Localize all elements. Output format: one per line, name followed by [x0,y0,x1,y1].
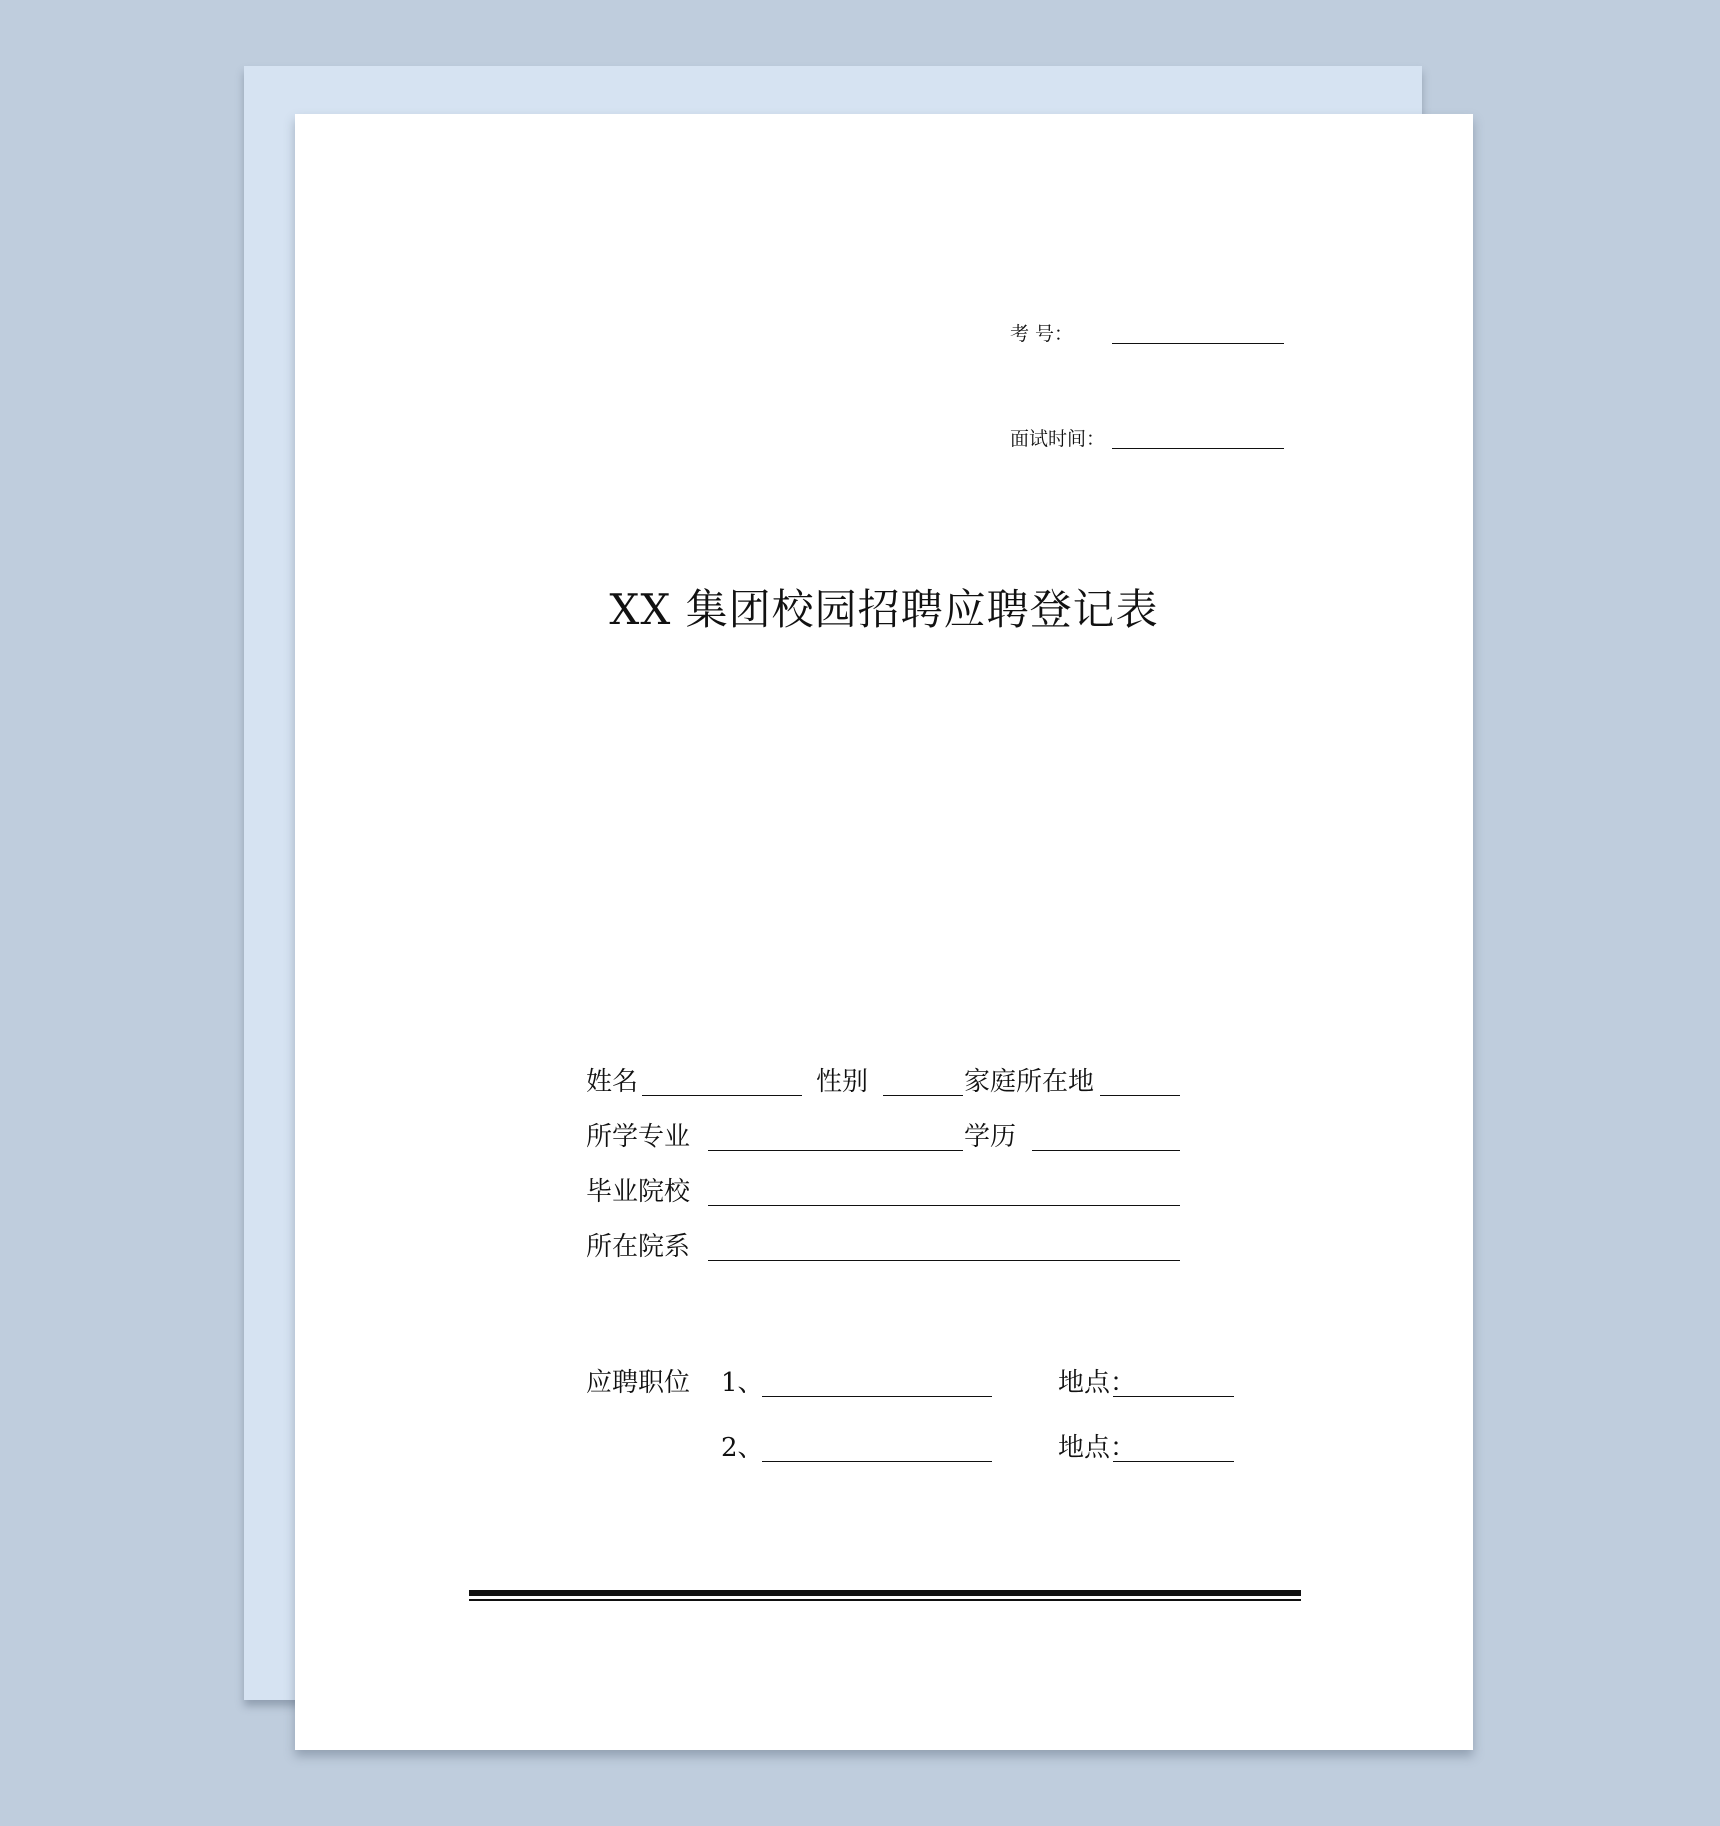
position-label: 应聘职位 [586,1368,691,1398]
exam-number-label: 考 号： [1010,323,1074,345]
major-label: 所学专业 [586,1122,691,1152]
interview-time-label: 面试时间： [1010,428,1106,450]
name-field[interactable] [642,1095,802,1096]
location-1-label: 地点： [1058,1368,1137,1398]
page-title: XX 集团校园招聘应聘登记表 [609,585,1159,634]
position-1-field[interactable] [762,1396,992,1397]
major-field[interactable] [708,1150,963,1151]
exam-number-field[interactable] [1112,343,1284,344]
document-page [295,114,1473,1750]
position-2-field[interactable] [762,1461,992,1462]
position-2-index: 2、 [721,1433,764,1463]
home-location-label: 家庭所在地 [964,1067,1095,1097]
gender-label: 性别 [816,1067,869,1097]
interview-time-field[interactable] [1112,448,1284,449]
location-2-field[interactable] [1113,1461,1234,1462]
education-label: 学历 [964,1122,1017,1152]
education-field[interactable] [1032,1150,1180,1151]
school-label: 毕业院校 [586,1177,691,1207]
divider-thick [469,1590,1301,1596]
gender-field[interactable] [883,1095,963,1096]
location-1-field[interactable] [1113,1396,1234,1397]
name-label: 姓名 [586,1067,639,1097]
divider-thin [469,1599,1301,1601]
position-1-index: 1、 [721,1368,764,1398]
department-field[interactable] [708,1260,1180,1261]
home-location-field[interactable] [1100,1095,1180,1096]
school-field[interactable] [708,1205,1180,1206]
department-label: 所在院系 [586,1232,691,1262]
location-2-label: 地点： [1058,1433,1137,1463]
